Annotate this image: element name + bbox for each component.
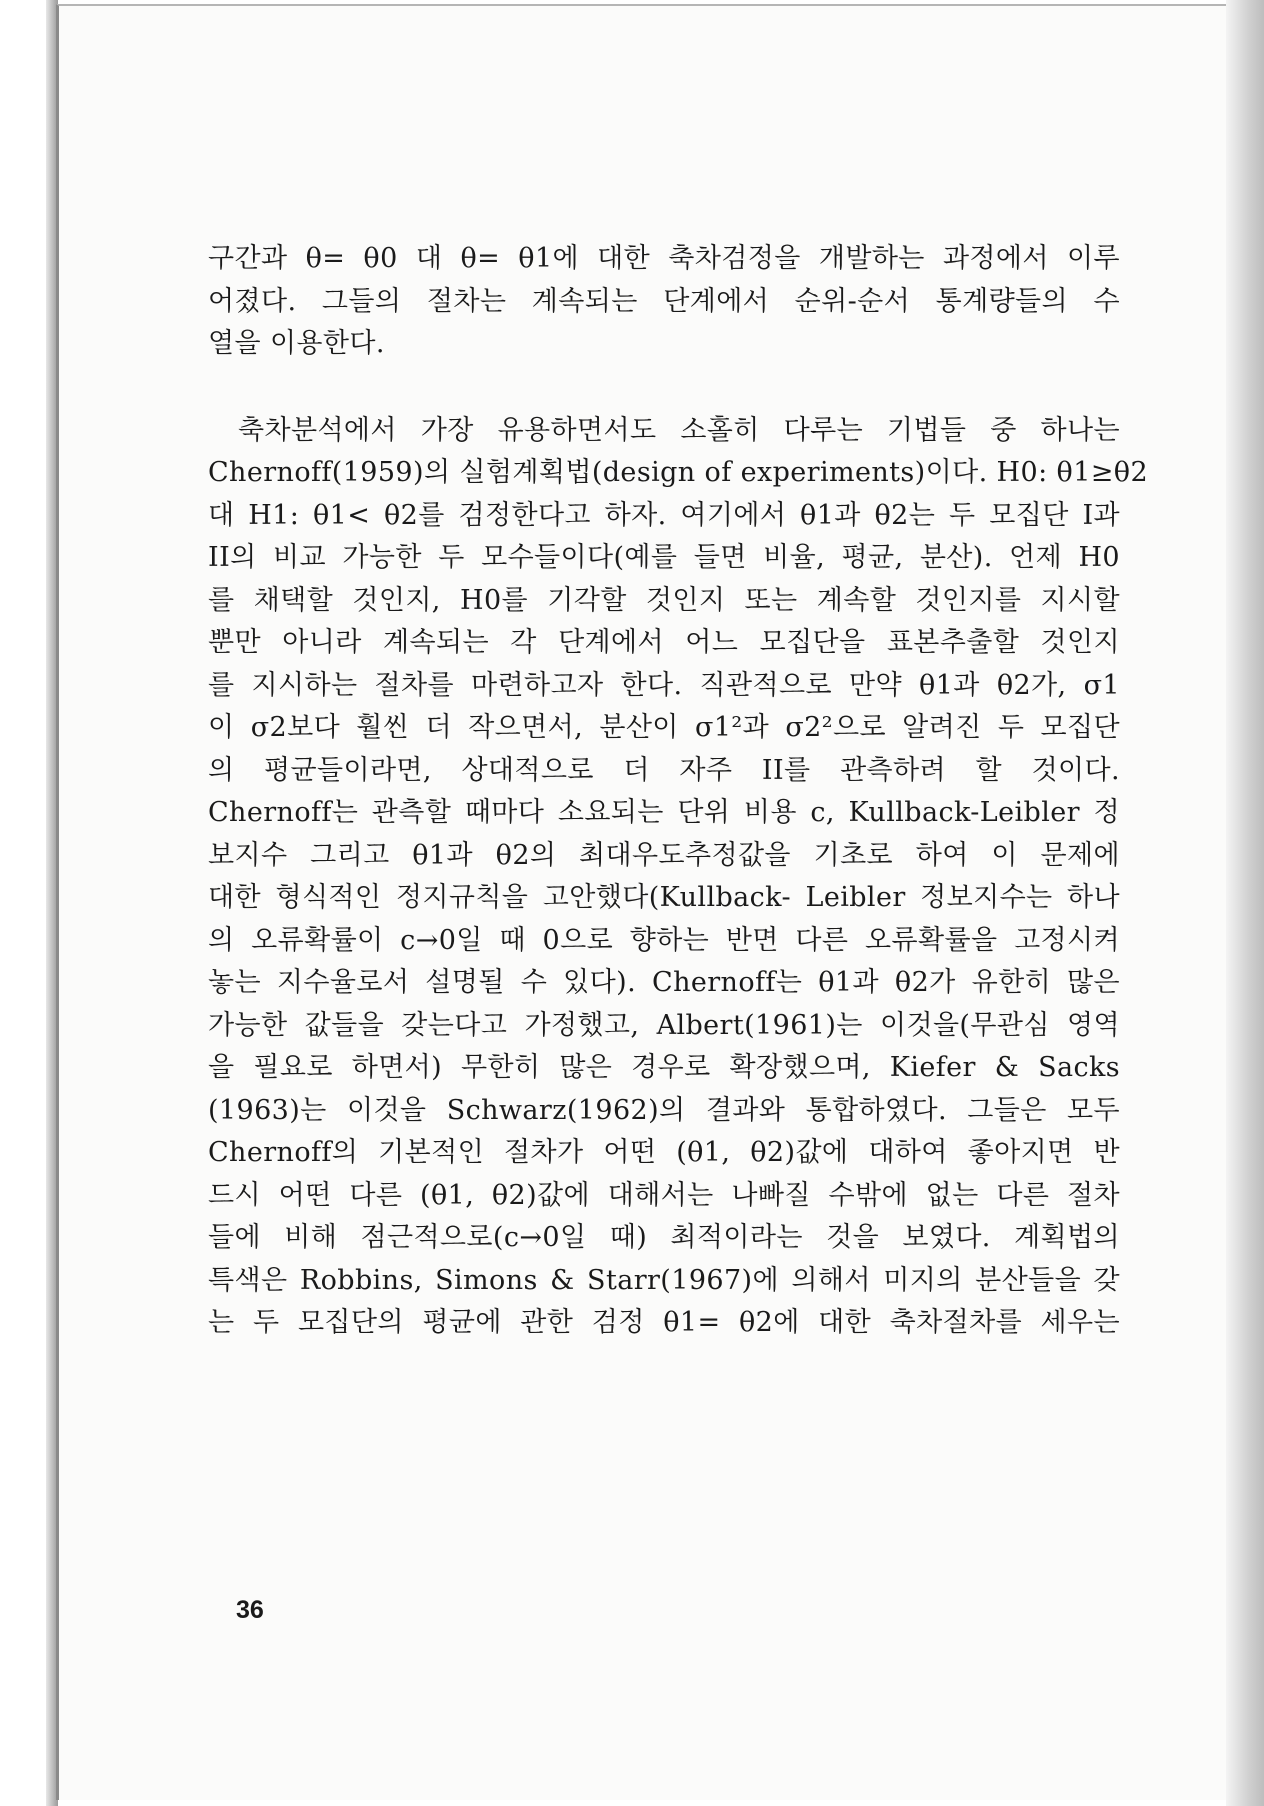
text-line: Chernoff의 기본적인 절차가 어떤 (θ1, θ2)값에 대하여 좋아지면 반 xyxy=(208,1137,1120,1168)
text-line: (1963)는 이것을 Schwarz(1962)의 결과와 통합하였다. 그들은 모두 xyxy=(208,1094,1120,1126)
page-edge-shadow xyxy=(1226,0,1264,1806)
page-number: 36 xyxy=(236,1596,264,1624)
text-line: 를 채택할 것인지, H0를 기각할 것인지 또는 계속할 것인지를 지시할 xyxy=(208,584,1120,616)
text-line: 대한 형식적인 정지규칙을 고안했다(Kullback- Leibler 정보지수는 하나 xyxy=(208,882,1120,913)
paragraph-spacer xyxy=(208,366,1120,410)
text-line: 놓는 지수율로서 설명될 수 있다). Chernoff는 θ1과 θ2가 유한히 많은 xyxy=(208,967,1120,998)
text-line: 대 H1: θ1< θ2를 검정한다고 하자. 여기에서 θ1과 θ2는 두 모집단 I과 xyxy=(208,499,1120,531)
text-line: 축차분석에서 가장 유용하면서도 소홀히 다루는 기법들 중 하나는 xyxy=(238,414,1120,446)
text-line: 구간과 θ= θ0 대 θ= θ1에 대한 축차검정을 개발하는 과정에서 이루 xyxy=(208,243,1120,274)
text-line: II의 비교 가능한 두 모수들이다(예를 들면 비율, 평균, 분산). 언제 H0 xyxy=(208,542,1120,573)
text-line: 를 지시하는 절차를 마련하고자 한다. 직관적으로 만약 θ1과 θ2가, σ1 xyxy=(208,669,1120,701)
text-line: Chernoff(1959)의 실험계획법(design of experiments)이다. H0: θ1≥θ2 xyxy=(208,457,1149,488)
text-line: 을 필요로 하면서) 무한히 많은 경우로 확장했으며, Kiefer & Sacks xyxy=(208,1052,1120,1083)
text-line: 의 평균들이라면, 상대적으로 더 자주 II를 관측하려 할 것이다. xyxy=(208,754,1120,786)
paragraph-2 xyxy=(208,410,1149,1345)
text-line: 열을 이용한다. xyxy=(208,328,385,359)
text-line: 어졌다. 그들의 절차는 계속되는 단계에서 순위-순서 통계량들의 수 xyxy=(208,285,1120,317)
text-line: 보지수 그리고 θ1과 θ2의 최대우도추정값을 기초로 하여 이 문제에 xyxy=(208,839,1120,871)
text-line: Chernoff는 관측할 때마다 소요되는 단위 비용 c, Kullback-Leibler 정 xyxy=(208,797,1120,828)
body-text xyxy=(208,238,1149,1345)
text-line: 들에 비해 점근적으로(c→0일 때) 최적이라는 것을 보였다. 계획법의 xyxy=(208,1222,1120,1253)
text-line: 가능한 값들을 갖는다고 가정했고, Albert(1961)는 이것을(무관심 영역 xyxy=(208,1009,1120,1041)
text-line: 는 두 모집단의 평균에 관한 검정 θ1= θ2에 대한 축차절차를 세우는 xyxy=(208,1307,1120,1338)
text-line: 의 오류확률이 c→0일 때 0으로 향하는 반면 다른 오류확률을 고정시켜 xyxy=(208,924,1120,956)
text-line: 뿐만 아니라 계속되는 각 단계에서 어느 모집단을 표본추출할 것인지 xyxy=(208,627,1120,658)
paragraph-1 xyxy=(208,238,1120,366)
text-line: 드시 어떤 다른 (θ1, θ2)값에 대해서는 나빠질 수밖에 없는 다른 절차 xyxy=(208,1179,1120,1211)
text-line: 이 σ2보다 훨씬 더 작으면서, 분산이 σ1²과 σ2²으로 알려진 두 모집단 xyxy=(208,712,1120,743)
text-line: 특색은 Robbins, Simons & Starr(1967)에 의해서 미지의 분산들을 갖 xyxy=(208,1264,1120,1296)
